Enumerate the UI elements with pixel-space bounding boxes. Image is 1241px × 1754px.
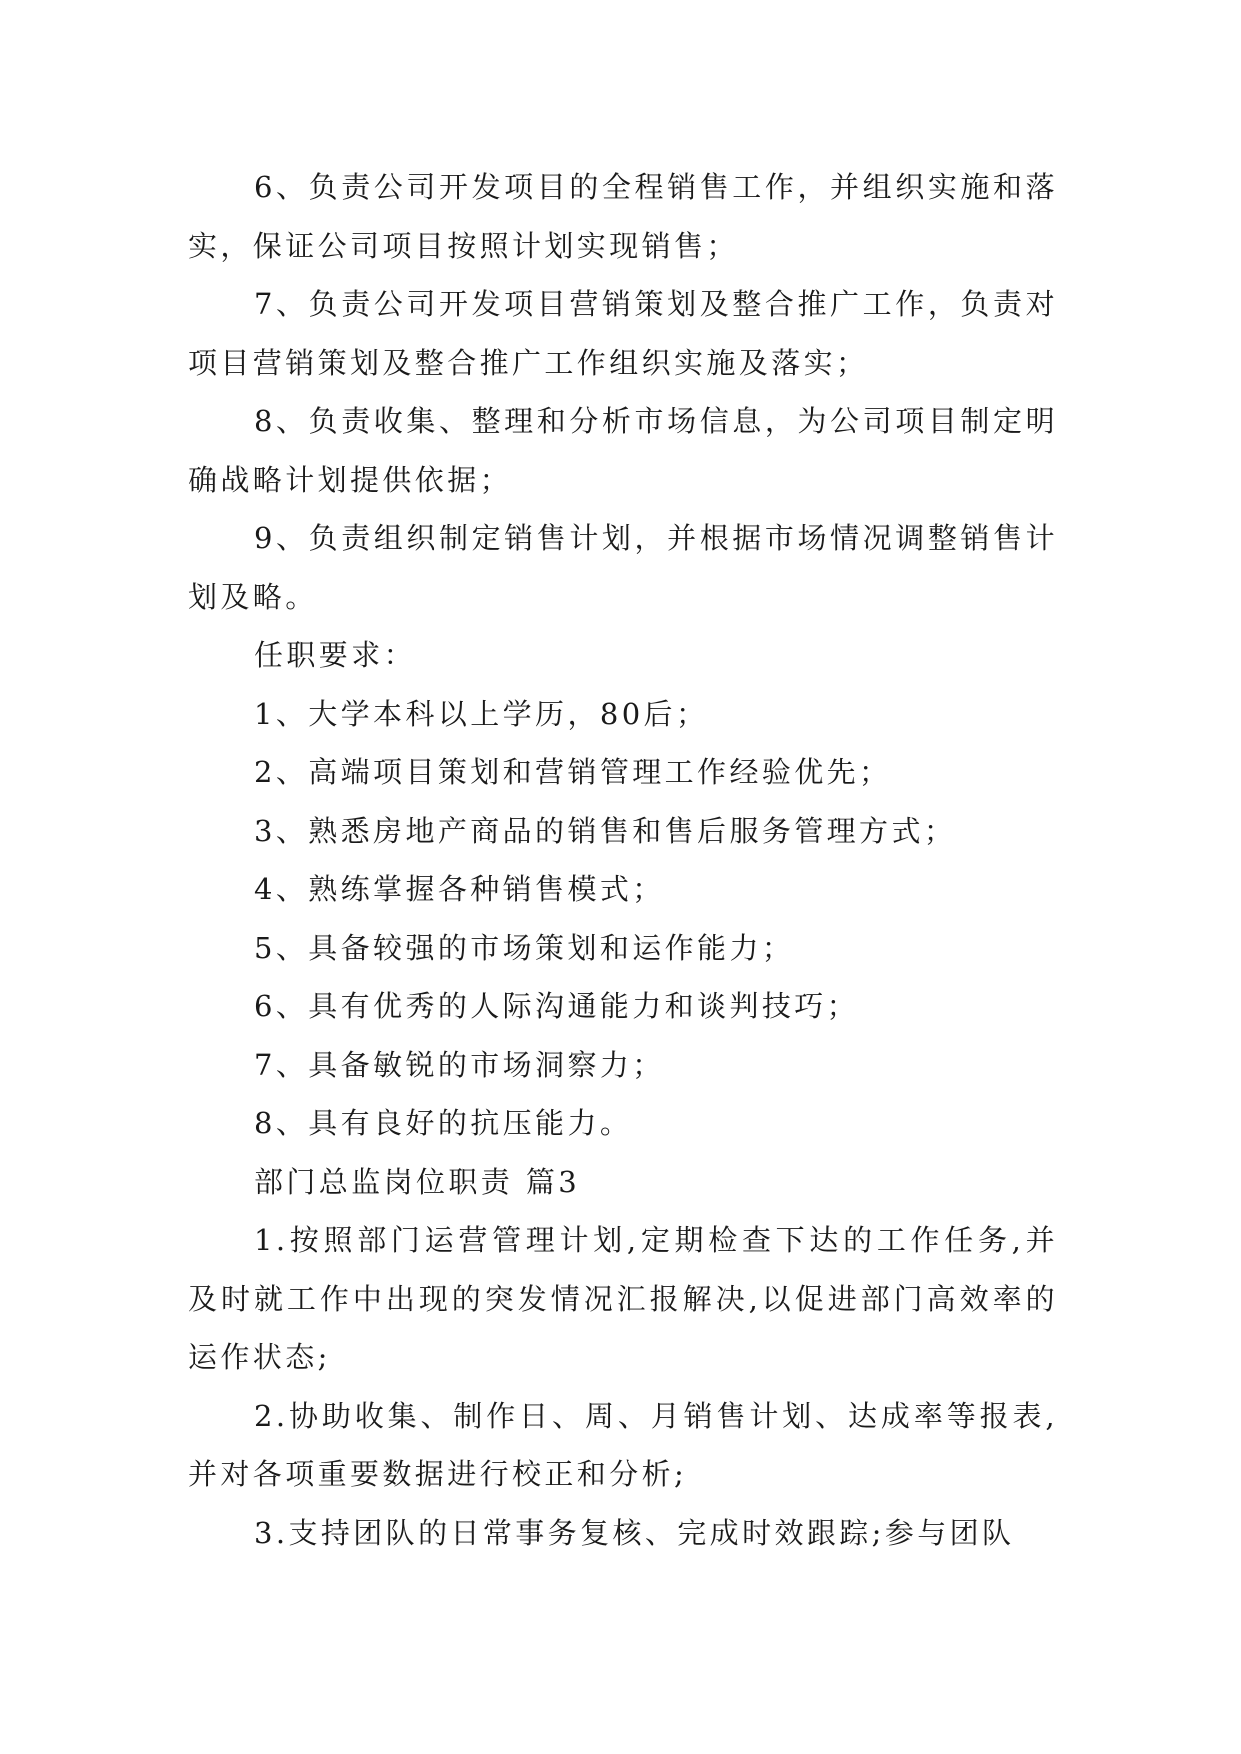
section-heading: 部门总监岗位职责 篇3 (254, 1164, 581, 1199)
duty-item-9: 9、负责组织制定销售计划，并根据市场情况调整销售计划及略。 (188, 521, 1058, 614)
requirement-item-6: 6、具有优秀的人际沟通能力和谈判技巧； (254, 989, 860, 1023)
director-duty-1: 1.按照部门运营管理计划,定期检查下达的工作任务,并及时就工作中出现的突发情况汇报解决,以促进部门高效率的运作状态; (188, 1223, 1058, 1374)
duty-item-8: 8、负责收集、整理和分析市场信息，为公司项目制定明确战略计划提供依据； (188, 404, 1058, 497)
requirements-heading: 任职要求： (254, 638, 417, 672)
requirement-item-4: 4、熟练掌握各种销售模式； (254, 872, 665, 906)
duty-item-7: 7、负责公司开发项目营销策划及整合推广工作，负责对项目营销策划及整合推广工作组织实施及落实； (188, 287, 1058, 380)
requirement-item-2: 2、高端项目策划和营销管理工作经验优先； (254, 755, 892, 789)
requirement-item-5: 5、具备较强的市场策划和运作能力； (254, 930, 795, 965)
document-body (188, 158, 1058, 1562)
requirement-item-7: 7、具备敏锐的市场洞察力； (254, 1047, 665, 1082)
director-duty-3: 3.支持团队的日常事务复核、完成时效跟踪;参与团队 (254, 1515, 1015, 1550)
requirement-item-1: 1、大学本科以上学历，80后； (254, 696, 709, 731)
director-duty-2: 2.协助收集、制作日、周、月销售计划、达成率等报表,并对各项重要数据进行校正和分析; (188, 1398, 1058, 1491)
duty-item-6: 6、负责公司开发项目的全程销售工作，并组织实施和落实，保证公司项目按照计划实现销售； (188, 170, 1058, 263)
requirement-item-3: 3、熟悉房地产商品的销售和售后服务管理方式； (254, 813, 957, 848)
requirement-item-8: 8、具有良好的抗压能力。 (254, 1106, 633, 1140)
